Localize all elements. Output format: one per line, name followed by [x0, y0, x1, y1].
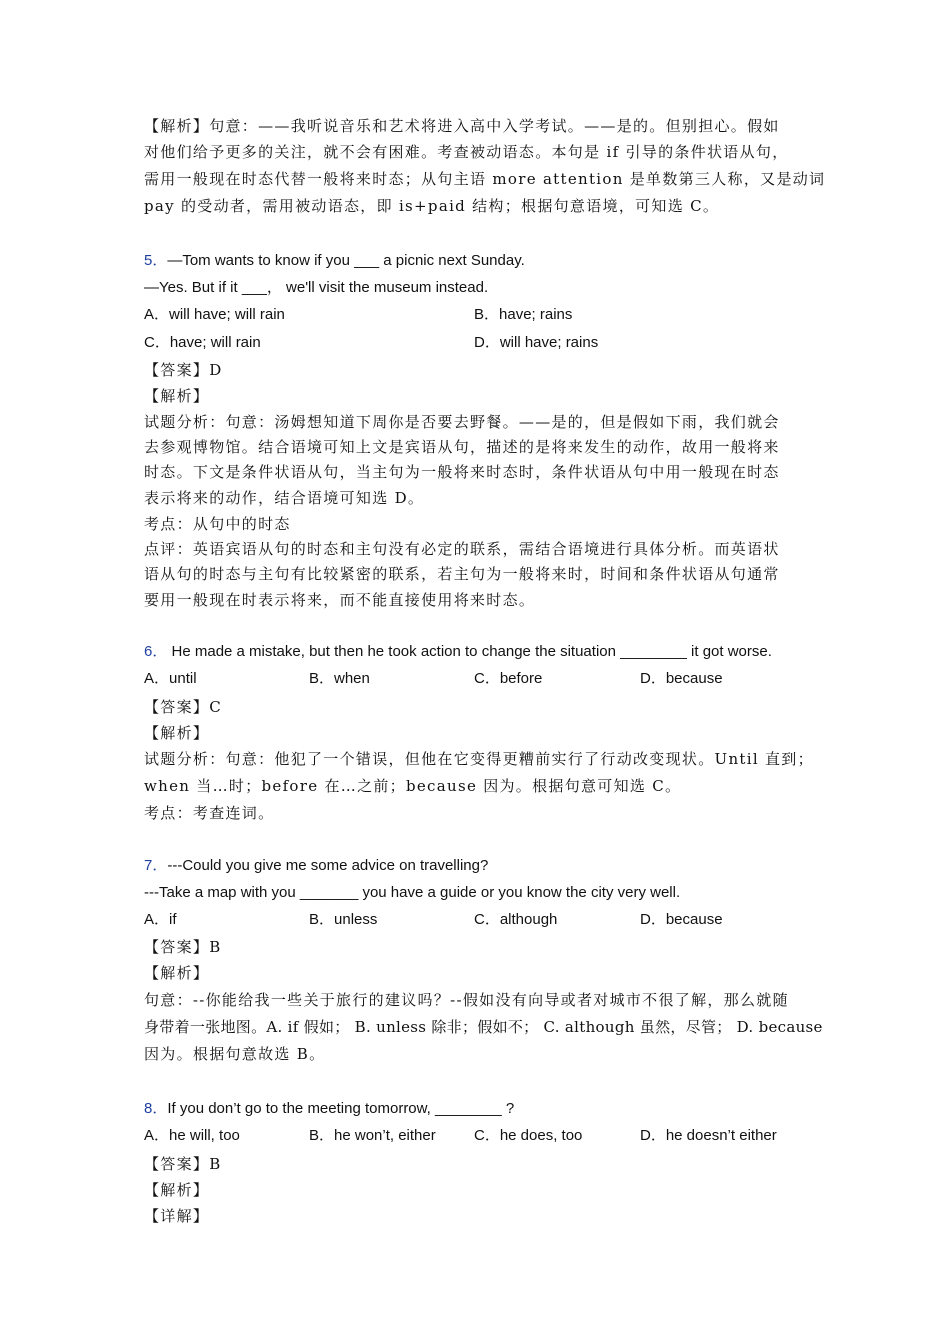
- analysis-line: 时态。下文是条件状语从句，当主句为一般将来时态时，条件状语从句中用一般现在时态: [144, 463, 780, 481]
- analysis-line: 因为。根据句意故选 B。: [144, 1045, 326, 1063]
- analysis-label: 【解析】: [144, 1181, 210, 1199]
- analysis-line: 表示将来的动作，结合语境可知选 D。: [144, 489, 425, 507]
- option-b: B．unless: [309, 911, 378, 928]
- analysis-line: 句意：--你能给我一些关于旅行的建议吗？--假如没有向导或者对城市不很了解，那么就随: [144, 991, 789, 1009]
- question-number: 5．: [144, 252, 168, 269]
- question-stem-line-1: ---Could you give me some advice on travelling?: [167, 857, 489, 874]
- analysis-label: 【解析】: [144, 964, 210, 982]
- question-stem-line-1: —Tom wants to know if you ___ a picnic next Sunday.: [167, 252, 525, 269]
- analysis-line: 身带着一张地图。A. if 假如； B. unless 除非；假如不； C. although 虽然，尽管； D. because: [144, 1018, 823, 1036]
- answer-label: 【答案】B: [144, 1155, 222, 1173]
- option-d: D．he doesn’t either: [640, 1127, 777, 1144]
- question-8-stem: [144, 1099, 514, 1119]
- q4-analysis-line-3: 需用一般现在时态代替一般将来时态；从句主语 more attention 是单数第三人称，又是动词: [144, 170, 826, 188]
- question-5-stem-line-2: —Yes. But if it ___， we'll visit the museum instead.: [144, 279, 489, 296]
- option-a: A．will have; will rain: [144, 306, 285, 323]
- question-number: 6．: [144, 643, 168, 660]
- option-c: C．he does, too: [474, 1127, 583, 1144]
- comment-line: 语从句的时态与主句有比较紧密的联系，若主句为一般将来时，时间和条件状语从句通常: [144, 565, 780, 583]
- option-a: A．if: [144, 911, 177, 928]
- question-7-stem: [144, 856, 488, 876]
- question-7-stem-line-2: ---Take a map with you _______ you have a guide or you know the city very well.: [144, 884, 681, 901]
- answer-label: 【答案】C: [144, 698, 222, 716]
- q4-analysis-line-2: 对他们给予更多的关注，就不会有困难。考查被动语态。本句是 if 引导的条件状语从句，: [144, 143, 789, 161]
- analysis-line: 去参观博物馆。结合语境可知上文是宾语从句，描述的是将来发生的动作，故用一般将来: [144, 438, 780, 456]
- detail-label: 【详解】: [144, 1207, 210, 1225]
- option-d: D．will have; rains: [474, 334, 599, 351]
- q4-analysis-line-1: 【解析】句意：——我听说音乐和艺术将进入高中入学考试。——是的。但别担心。假如: [144, 117, 780, 135]
- q4-analysis-line-4: pay 的受动者，需用被动语态，即 is+paid 结构；根据句意语境，可知选 C。: [144, 197, 720, 215]
- analysis-line: 试题分析：句意：他犯了一个错误，但他在它变得更糟前实行了行动改变现状。Until 直到；: [144, 750, 814, 768]
- option-a: A．he will, too: [144, 1127, 240, 1144]
- answer-label: 【答案】B: [144, 938, 222, 956]
- question-number: 8．: [144, 1100, 168, 1117]
- option-b: B．when: [309, 670, 370, 687]
- option-b: B．he won’t, either: [309, 1127, 436, 1144]
- analysis-label: 【解析】: [144, 724, 210, 742]
- question-stem: If you don’t go to the meeting tomorrow, ________ ?: [167, 1100, 515, 1117]
- answer-label: 【答案】D: [144, 361, 223, 379]
- option-c: C．have; will rain: [144, 334, 261, 351]
- option-a: A．until: [144, 670, 197, 687]
- kaodian-line: 考点：从句中的时态: [144, 515, 291, 533]
- analysis-line: when 当…时；before 在…之前；because 因为。根据句意可知选 C。: [144, 777, 682, 795]
- option-b: B．have; rains: [474, 306, 573, 323]
- question-6-stem: [144, 642, 772, 662]
- comment-line: 要用一般现在时表示将来，而不能直接使用将来时态。: [144, 591, 536, 609]
- question-stem: He made a mistake, but then he took action to change the situation ________ it got worse.: [167, 643, 772, 660]
- option-c: C．although: [474, 911, 558, 928]
- analysis-label: 【解析】: [144, 387, 210, 405]
- question-5-stem: [144, 251, 525, 271]
- option-d: D．because: [640, 670, 723, 687]
- comment-line: 点评：英语宾语从句的时态和主句没有必定的联系，需结合语境进行具体分析。而英语状: [144, 540, 780, 558]
- analysis-line: 试题分析：句意：汤姆想知道下周你是否要去野餐。——是的，但是假如下雨，我们就会: [144, 413, 780, 431]
- question-number: 7．: [144, 857, 168, 874]
- option-c: C．before: [474, 670, 543, 687]
- option-d: D．because: [640, 911, 723, 928]
- kaodian-line: 考点：考查连词。: [144, 804, 275, 822]
